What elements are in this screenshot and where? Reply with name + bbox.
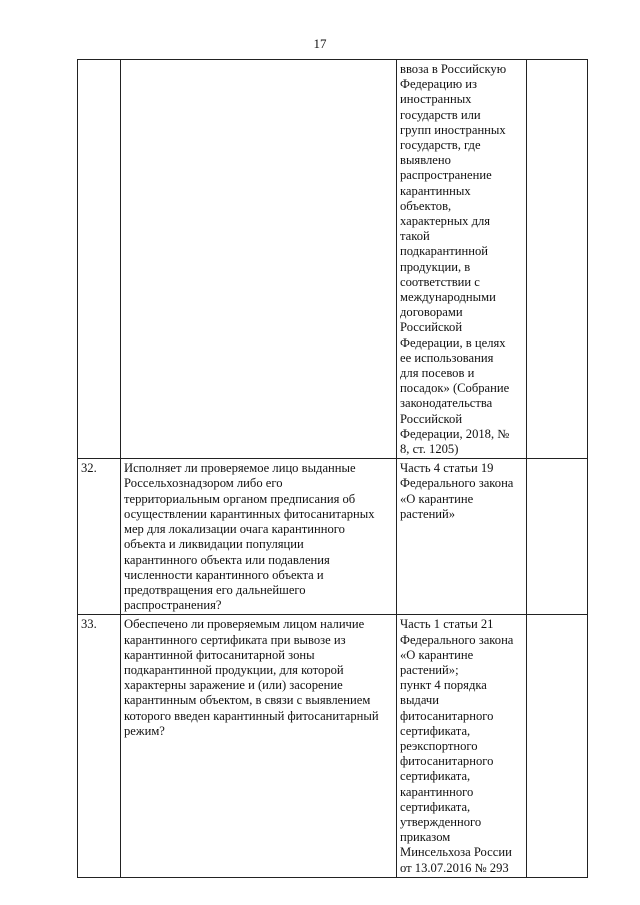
question-text-line: карантинного сертификата при вывозе из bbox=[124, 632, 346, 647]
question-cell bbox=[121, 459, 397, 615]
question-text-line: режим? bbox=[124, 723, 165, 738]
reference-text-line: фитосанитарного bbox=[400, 754, 494, 769]
reference-text-line: такой bbox=[400, 229, 430, 244]
question-text-line: мер для локализации очага карантинного bbox=[124, 522, 345, 537]
answer-cell[interactable] bbox=[527, 60, 588, 459]
reference-text-line: от 13.07.2016 № 293 bbox=[400, 860, 509, 875]
checklist-table bbox=[77, 59, 588, 878]
reference-text-line: сертификата, bbox=[400, 769, 471, 784]
reference-text-line: Федерального закона bbox=[400, 476, 514, 491]
reference-text-line: Часть 4 статьи 19 bbox=[400, 461, 494, 476]
reference-text-line: ее использования bbox=[400, 350, 494, 365]
row-number-cell bbox=[78, 60, 121, 459]
reference-text-line: Минсельхоза России bbox=[400, 845, 512, 860]
question-text-line: осуществлении карантинных фитосанитарных bbox=[124, 506, 375, 521]
reference-text-line: растений» bbox=[400, 506, 456, 521]
table-row bbox=[78, 615, 588, 877]
reference-text-line: подкарантинной bbox=[400, 244, 488, 259]
reference-text-line: иностранных bbox=[400, 92, 472, 107]
reference-text-line: пункт 4 порядка bbox=[400, 678, 487, 693]
question-text-line: подкарантинной продукции, для которой bbox=[124, 662, 344, 677]
reference-text-line: международными bbox=[400, 290, 496, 305]
reference-text-line: распространение bbox=[400, 168, 492, 183]
question-text-line: карантинной фитосанитарной зоны bbox=[124, 647, 315, 662]
question-text-line: Обеспечено ли проверяемым лицом наличие bbox=[124, 617, 365, 632]
reference-text-line: ввоза в Российскую bbox=[400, 62, 507, 76]
reference-text-line: Федерального закона bbox=[400, 632, 514, 647]
reference-text-line: групп иностранных bbox=[400, 122, 506, 137]
question-cell bbox=[121, 615, 397, 877]
reference-text-line: карантинных bbox=[400, 183, 471, 198]
reference-cell bbox=[397, 459, 527, 615]
question-text-line: карантинного объекта или подавления bbox=[124, 552, 330, 567]
question-text-line: территориальным органом предписания об bbox=[124, 491, 356, 506]
reference-text-line: 8, ст. 1205) bbox=[400, 442, 459, 457]
question-text-line: распространения? bbox=[124, 598, 222, 613]
reference-text-line: Федерации, в целях bbox=[400, 335, 506, 350]
table-row bbox=[78, 459, 588, 615]
reference-text-line: государств или bbox=[400, 107, 481, 122]
reference-text-line: продукции, в bbox=[400, 259, 471, 274]
row-number-cell: 33. bbox=[78, 615, 121, 877]
reference-text-line: Российской bbox=[400, 411, 463, 426]
reference-text-line: растений»; bbox=[400, 662, 459, 677]
reference-text-line: «О карантине bbox=[400, 647, 474, 662]
reference-text-line: сертификата, bbox=[400, 799, 471, 814]
reference-text-line: выдачи bbox=[400, 693, 439, 708]
question-text-line: характерны заражение и (или) засорение bbox=[124, 678, 343, 693]
answer-cell[interactable] bbox=[527, 459, 588, 615]
question-text-line: предотвращения его дальнейшего bbox=[124, 582, 306, 597]
reference-text-line: Российской bbox=[400, 320, 463, 335]
row-number-cell: 32. bbox=[78, 459, 121, 615]
reference-text-line: выявлено bbox=[400, 153, 451, 168]
question-text-line: Исполняет ли проверяемое лицо выданные bbox=[124, 461, 356, 476]
checklist-table-body bbox=[78, 60, 588, 878]
reference-text-line: реэкспортного bbox=[400, 738, 478, 753]
reference-text-line: характерных для bbox=[400, 214, 491, 229]
table-row bbox=[78, 60, 588, 459]
reference-text-line: посадок» (Собрание bbox=[400, 381, 510, 396]
reference-text-line: для посевов и bbox=[400, 366, 475, 381]
page-number: 17 bbox=[313, 36, 327, 51]
question-text-line: объекта и ликвидации популяции bbox=[124, 537, 304, 552]
question-cell bbox=[121, 60, 397, 459]
question-text-line: карантинным объектом, в связи с выявлением bbox=[124, 693, 371, 708]
reference-text-line: государств, где bbox=[400, 138, 481, 153]
reference-text-line: карантинного bbox=[400, 784, 474, 799]
reference-text-line: приказом bbox=[400, 830, 451, 845]
reference-text-line: фитосанитарного bbox=[400, 708, 494, 723]
reference-text-line: объектов, bbox=[400, 198, 452, 213]
reference-text-line: утвержденного bbox=[400, 814, 482, 829]
reference-cell bbox=[397, 615, 527, 877]
reference-text-line: «О карантине bbox=[400, 491, 474, 506]
reference-text-line: сертификата, bbox=[400, 723, 471, 738]
reference-text-line: Федерации, 2018, № bbox=[400, 426, 510, 441]
reference-text-line: законодательства bbox=[400, 396, 493, 411]
question-text-line: Россельхознадзором либо его bbox=[124, 476, 283, 491]
reference-cell bbox=[397, 60, 527, 459]
question-text-line: которого введен карантинный фитосанитарный bbox=[124, 708, 379, 723]
reference-text-line: соответствии с bbox=[400, 274, 480, 289]
question-text-line: численности карантинного объекта и bbox=[124, 567, 324, 582]
reference-text-line: Часть 1 статьи 21 bbox=[400, 617, 494, 632]
answer-cell[interactable] bbox=[527, 615, 588, 877]
reference-text-line: Федерацию из bbox=[400, 77, 478, 92]
reference-text-line: договорами bbox=[400, 305, 463, 320]
